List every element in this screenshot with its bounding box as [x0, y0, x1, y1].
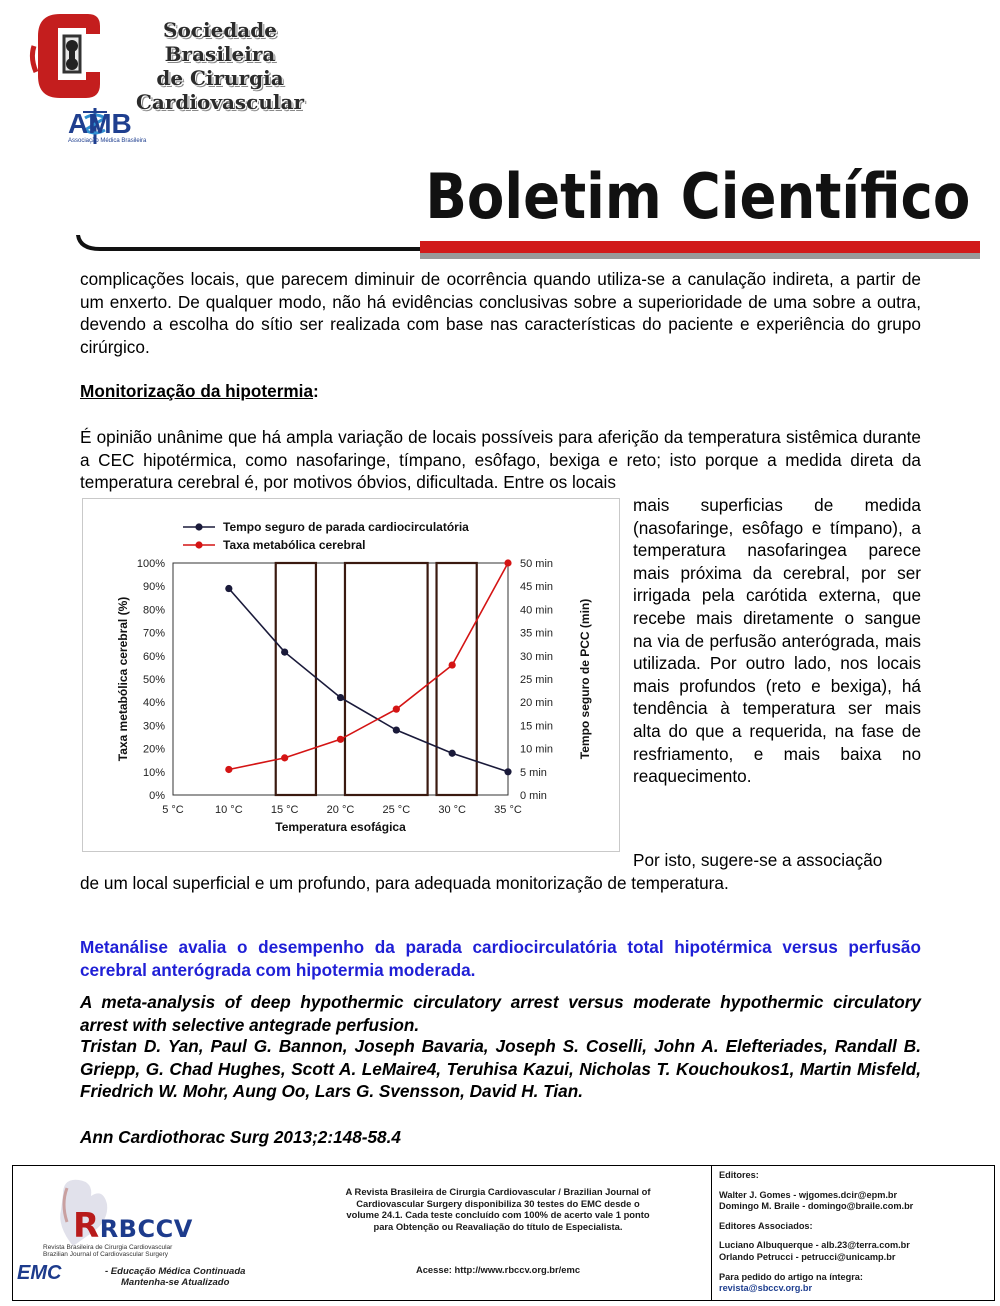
series-0-point [281, 648, 288, 655]
paragraph-conclusion-start: Por isto, sugere-se a associação [633, 850, 883, 870]
series-1-point [337, 736, 344, 743]
page-title: Boletim Científico [424, 160, 970, 233]
chart-svg [83, 499, 621, 853]
series-0-point [504, 768, 511, 775]
rbccv-label: RRBCCV [73, 1206, 193, 1246]
y-left-tick-label: 60% [142, 650, 165, 663]
paragraph-hypothermia-wrap: mais superficias de medida (nasofaringe, esôfago e tímpano), a temperatura nasofaringea parece mais próxima da cerebral, por ser irrigada pela carótida externa, que recebe mais diretamente o sangue na via de perfusão anterógrada, mais utilizada. Por outro lado, nos locais mais profundos (reto e bexiga), há tendência à temperatura ser mais alta do que a requerida, na fase de resfriamento, e mais baixa no reaquecimento. [633, 495, 921, 787]
series-1-point [393, 706, 400, 713]
y-left-tick-label: 30% [142, 720, 165, 733]
series-0-point [337, 694, 344, 701]
section-title: Monitorização da hipotermia: [80, 381, 319, 401]
emc-label: EMC [17, 1262, 62, 1284]
y-right-tick-label: 15 min [520, 720, 554, 733]
y-left-tick-label: 80% [142, 604, 165, 617]
header-rule [0, 225, 1000, 265]
legend-label-1: Taxa metabólica cerebral [223, 538, 366, 552]
assoc-editors-heading: Editores Associados: [719, 1220, 813, 1231]
assoc-editor-2[interactable]: Orlando Petrucci - petrucci@unicamp.br [719, 1251, 896, 1262]
x-axis-label: Temperatura esofágica [275, 820, 406, 834]
emc-access-link[interactable]: Acesse: http://www.rbccv.org.br/emc [415, 1264, 581, 1275]
y-right-tick-label: 0 min [520, 790, 547, 802]
amb-sublabel: Associação Médica Brasileira [68, 138, 147, 144]
temperature-band-1 [345, 563, 428, 795]
series-line-0 [229, 589, 508, 772]
legend-label-0: Tempo seguro de parada cardiocirculatória [223, 520, 469, 534]
y-left-tick-label: 50% [142, 674, 165, 686]
editors-block [719, 1170, 989, 1295]
amb-label: AMB [68, 108, 132, 139]
y-left-tick-label: 90% [142, 581, 165, 594]
y-right-tick-label: 30 min [520, 650, 554, 663]
y-right-tick-label: 20 min [520, 697, 554, 710]
y-left-tick-label: 20% [142, 743, 165, 756]
y-left-tick-label: 100% [136, 558, 165, 570]
y-left-tick-label: 40% [142, 697, 165, 710]
editor-2[interactable]: Domingo M. Braile - domingo@braile.com.br [719, 1201, 914, 1212]
x-tick-label: 30 °C [438, 804, 466, 816]
footer-box [12, 1165, 995, 1301]
y-right-tick-label: 10 min [520, 743, 554, 756]
x-tick-label: 10 °C [215, 804, 243, 816]
plot-frame [173, 563, 508, 795]
series-0-point [449, 750, 456, 757]
temperature-chart [82, 498, 620, 852]
org-name: Sociedade Brasileira de Cirurgia Cardiovascular [136, 18, 304, 114]
y-left-tick-label: 0% [149, 790, 165, 802]
y-left-tick-label: 10% [142, 766, 165, 779]
legend-marker-0 [195, 523, 202, 530]
editors-heading: Editores: [719, 1170, 759, 1180]
footer-divider [711, 1166, 712, 1300]
y-right-axis-label: Tempo seguro de PCC (min) [578, 598, 592, 760]
series-0-point [393, 726, 400, 733]
x-tick-label: 20 °C [326, 804, 355, 816]
y-right-tick-label: 35 min [520, 627, 554, 640]
assoc-editor-1[interactable]: Luciano Albuquerque - alb.23@terra.com.br [719, 1240, 910, 1251]
article-citation: Ann Cardiothorac Surg 2013;2:148-58.4 [80, 1127, 401, 1147]
x-tick-label: 35 °C [494, 804, 522, 816]
x-tick-label: 5 °C [162, 804, 184, 816]
paragraph-intro: complicações locais, que parecem diminuir de ocorrência quando utiliza-se a canulação indireta, a partir de um enxerto. De qualquer modo, não há evidências conclusivas sobre a superioridade de uma sobre a outra, devendo a escolha do sítio ser realizada com base nas características do paciente e experiência do grupo cirúrgico. [80, 269, 921, 357]
series-1-point [449, 661, 456, 668]
y-right-tick-label: 50 min [520, 558, 554, 570]
series-1-point [504, 559, 511, 566]
paragraph-hypothermia: É opinião unânime que há ampla variação de locais possíveis para aferição da temperatura sistêmica durante a CEC hipotérmica, como nasofaringe, tímpano, esôfago, bexiga e reto; isto porque a medida direta da temperatura cerebral é, por motivos óbvios, dificultada. Entre os locais [80, 427, 921, 493]
journal-names: Revista Brasileira de Cirurgia Cardiovascular Brazilian Journal of Cardiovascular Surgery [43, 1244, 173, 1258]
series-line-1 [229, 563, 508, 769]
x-tick-label: 25 °C [382, 804, 411, 816]
series-1-point [281, 754, 288, 761]
article-title-pt: Metanálise avalia o desempenho da parada cardiocirculatória total hipotérmica versus perfusão cerebral anterógrada com hipotermia moderada. [80, 937, 921, 980]
series-0-point [225, 585, 232, 592]
temperature-band-0 [276, 563, 316, 795]
y-right-tick-label: 25 min [520, 674, 554, 686]
order-heading: Para pedido do artigo na íntegra: [719, 1271, 863, 1282]
y-left-tick-label: 70% [142, 627, 165, 640]
y-right-tick-label: 5 min [520, 766, 547, 779]
series-1-point [225, 766, 232, 773]
emc-description: A Revista Brasileira de Cirurgia Cardiovascular / Brazilian Journal of Cardiovascular Surgery disponibiliza 30 testes do EMC desde o volume 24.1. Cada teste concluído com 100% de acerto vale 1 ponto para Obtenção ou Reavaliação do título de Especialista. [345, 1186, 651, 1232]
article-authors: Tristan D. Yan, Paul G. Bannon, Joseph Bavaria, Joseph S. Coselli, John A. Elefteriades, Randall B. Griepp, G. Chad Hughes, Scott A. LeMaire4, Teruhisa Kazui, Nicholas T. Kouchoukos1, Martin Misfeld, Friedrich W. Mohr, Aung Oo, Lars G. Svensson, David H. Tian. [80, 1036, 921, 1102]
y-left-axis-label: Taxa metabólica cerebral (%) [116, 596, 130, 762]
y-right-tick-label: 45 min [520, 581, 554, 594]
order-email[interactable]: revista@sbccv.org.br [719, 1283, 813, 1294]
editor-1[interactable]: Walter J. Gomes - wjgomes.dcir@epm.br [719, 1189, 898, 1200]
article-title-en: A meta-analysis of deep hypothermic circulatory arrest versus moderate hypothermic circulatory arrest with selective antegrade perfusion. [80, 992, 921, 1035]
paragraph-conclusion-end: de um local superficial e um profundo, para adequada monitorização de temperatura. [80, 873, 729, 893]
emc-subtitle: - Educação Médica Continuada Mantenha-se Atualizado [105, 1266, 246, 1288]
x-tick-label: 15 °C [270, 804, 299, 816]
legend-marker-1 [195, 541, 202, 548]
y-right-tick-label: 40 min [520, 604, 554, 617]
